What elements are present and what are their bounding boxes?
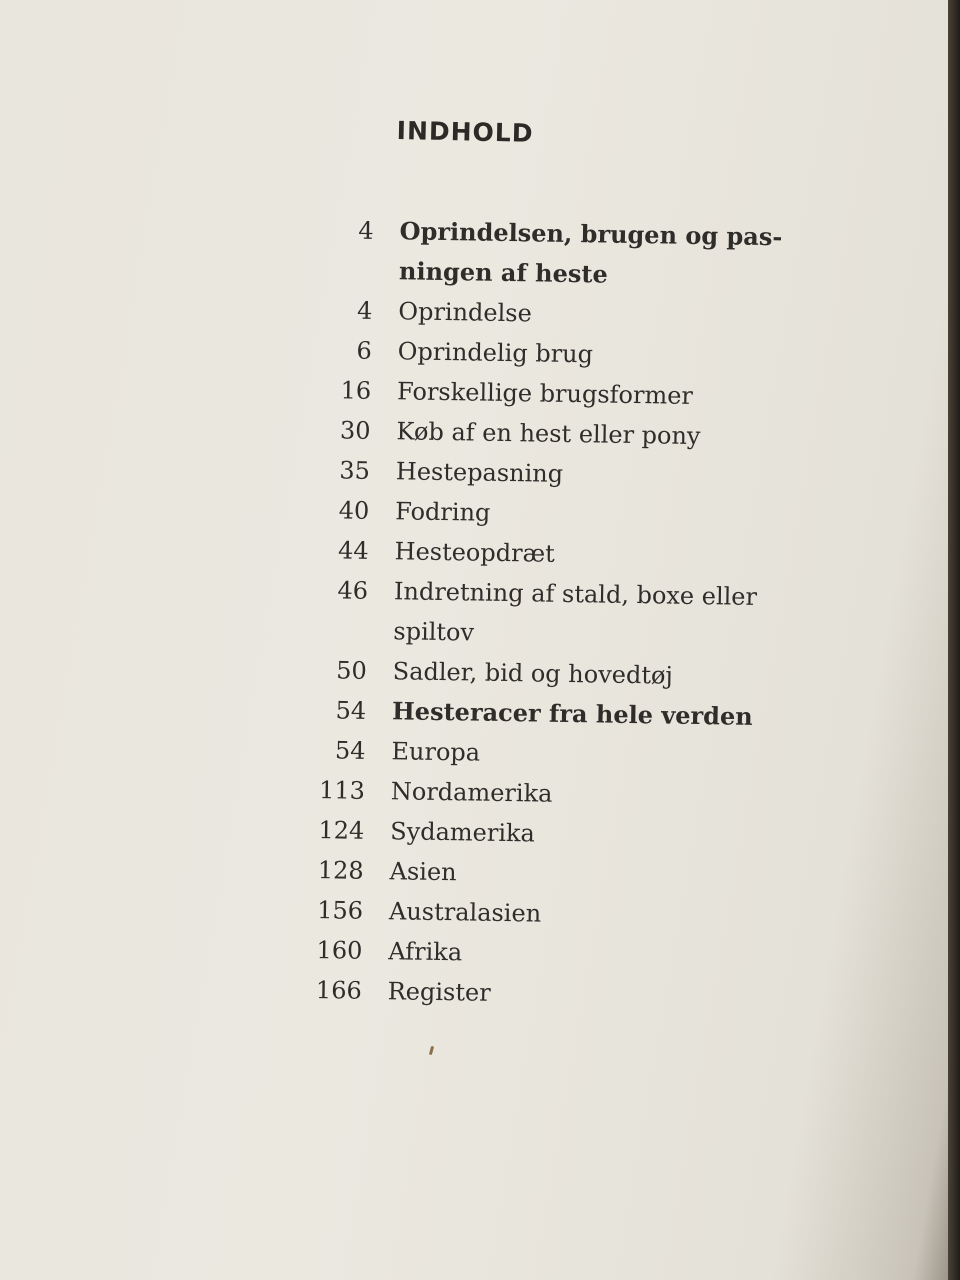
toc-title: Oprindelig brug bbox=[397, 337, 594, 369]
toc-title: Sydamerika bbox=[390, 817, 536, 848]
toc-page-number: 4 bbox=[358, 216, 374, 245]
toc-title: Oprindelse bbox=[398, 297, 533, 328]
toc-title: Asien bbox=[389, 857, 457, 887]
toc-title: Australasien bbox=[388, 897, 542, 928]
toc-title: Indretning af stald, boxe eller bbox=[393, 577, 758, 611]
toc-title: Køb af en hest eller pony bbox=[396, 417, 701, 451]
toc-title: Europa bbox=[391, 737, 481, 767]
toc-page-number: 46 bbox=[337, 576, 369, 605]
toc-title: Hesteracer fra hele verden bbox=[391, 696, 753, 731]
toc-page-number: 44 bbox=[337, 536, 369, 565]
toc-title: Hestepasning bbox=[395, 457, 564, 488]
toc-title: Forskellige brugsformer bbox=[396, 377, 694, 410]
toc-page-number: 16 bbox=[340, 376, 372, 405]
toc-page-number: 54 bbox=[334, 736, 366, 765]
toc-title: Oprindelsen, brugen og pas- bbox=[399, 216, 783, 252]
toc-title: Afrika bbox=[388, 937, 463, 967]
toc-title: ningen af heste bbox=[398, 256, 608, 289]
toc-title: Register bbox=[387, 977, 491, 1007]
toc-page-number: 50 bbox=[336, 656, 367, 685]
toc-page-number: 156 bbox=[316, 896, 364, 925]
toc-page-number: 6 bbox=[356, 336, 373, 365]
book-edge bbox=[948, 0, 960, 1280]
toc-title: Hesteopdræt bbox=[394, 537, 556, 568]
toc-page-number: 124 bbox=[318, 816, 365, 845]
toc-page-number: 30 bbox=[339, 416, 371, 445]
toc-page-number: 160 bbox=[316, 936, 363, 965]
toc-page-number: 166 bbox=[315, 976, 362, 1005]
toc-entry bbox=[305, 970, 806, 1018]
toc-title: Sadler, bid og hovedtøj bbox=[392, 657, 674, 690]
toc-page-number: 113 bbox=[318, 776, 366, 805]
toc-title: Nordamerika bbox=[390, 777, 553, 808]
table-of-contents bbox=[305, 210, 818, 1018]
toc-page-number: 54 bbox=[335, 696, 367, 725]
toc-title: Fodring bbox=[395, 497, 491, 527]
toc-page-number: 128 bbox=[317, 856, 364, 885]
paper-speck bbox=[429, 1046, 434, 1055]
toc-title: spiltov bbox=[393, 617, 475, 647]
toc-page-number: 35 bbox=[339, 456, 371, 485]
toc-page-number: 40 bbox=[338, 496, 370, 525]
toc-page-number: 4 bbox=[356, 296, 373, 325]
page-title: INDHOLD bbox=[396, 116, 534, 148]
